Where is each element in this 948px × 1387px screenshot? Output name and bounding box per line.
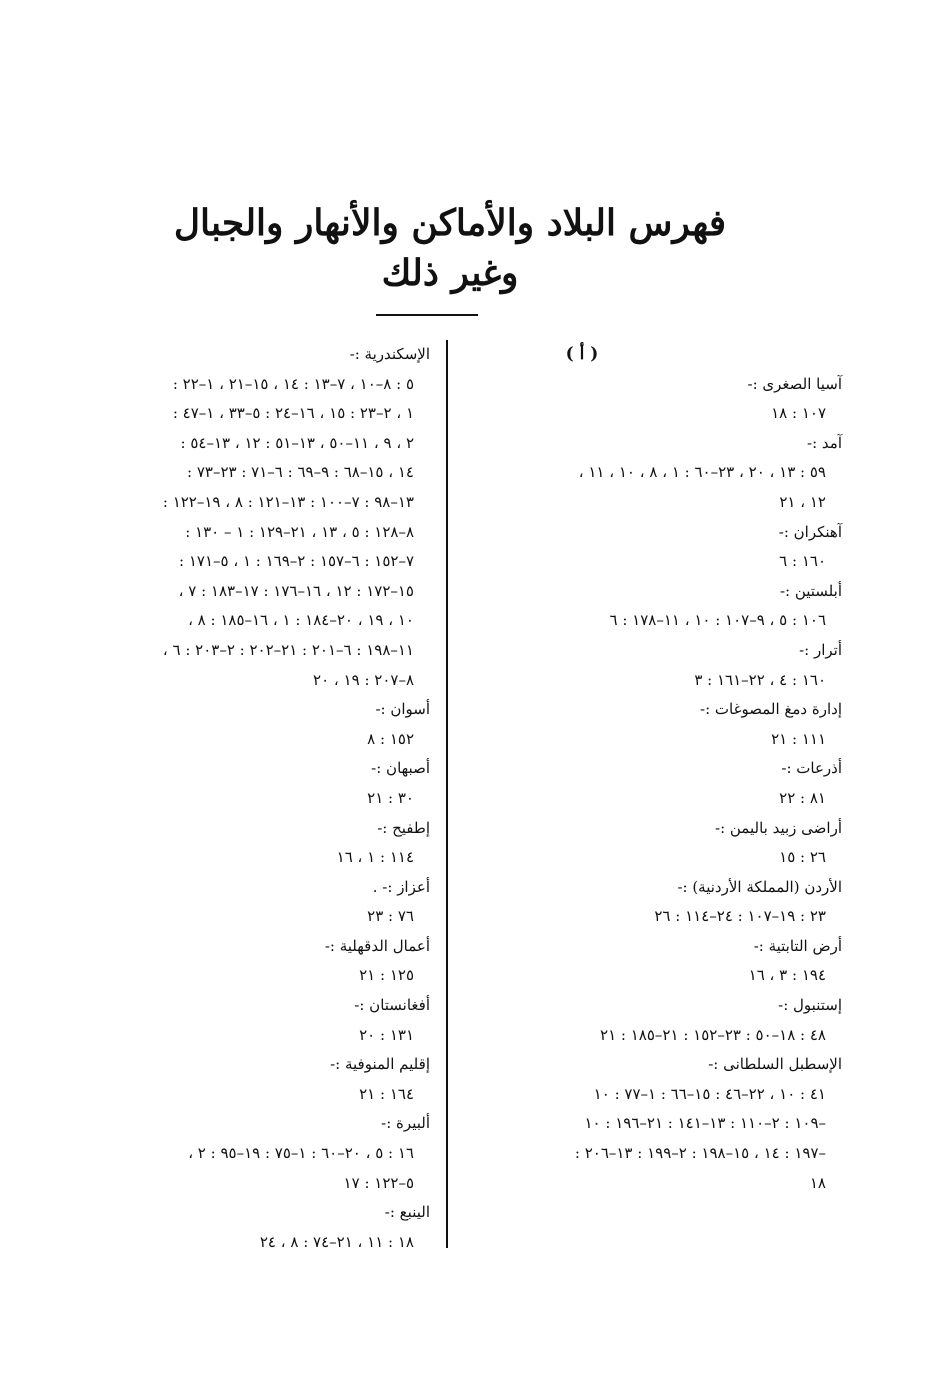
- index-entry-refs: ١٢ ، ٢١: [779, 492, 826, 511]
- index-column-left: [20, 340, 430, 1257]
- page-title-line-1: فهرس البلاد والأماكن والأنهار والجبال: [173, 202, 727, 244]
- index-entry-refs: ١٢٥ : ٢١: [359, 966, 414, 985]
- index-entry-name: إدارة دمغ المصوغات :-: [700, 700, 842, 719]
- index-entry-refs: ١٦٠ : ٤ ، ٢٢–١٦١ : ٣: [694, 670, 826, 689]
- index-entry-refs: ١٥–١٧٢ : ١٢ ، ١٦–١٧٦ : ١٧–١٨٣ : ٧ ،: [178, 581, 414, 600]
- index-entry-refs: –١٩٧ : ١٤ ، ١٥–١٩٨ : ٢–١٩٩ : ١٣–٢٠٦ :: [574, 1144, 826, 1163]
- index-entry-refs: ٢٦ : ١٥: [779, 848, 826, 867]
- index-entry-name: إطفيح :-: [377, 818, 430, 837]
- index-entry-refs: ١١–١٩٨ : ٦–٢٠١ : ٢١–٢٠٢ : ٢–٢٠٣ : ٦ ،: [162, 640, 414, 659]
- index-entry-name: أصبهان :-: [371, 759, 430, 778]
- index-entry-name: أعزاز :- .: [372, 877, 430, 896]
- index-entry-refs: ١٠٦ : ٥ ، ٩–١٠٧ : ١٠ ، ١١–١٧٨ : ٦: [609, 611, 826, 630]
- index-column-right: [462, 340, 842, 1198]
- index-entry-name: أعمال الدقهلية :-: [324, 936, 430, 955]
- index-entry-name: أترار :-: [799, 640, 842, 659]
- index-entry-name: أذرعات :-: [781, 759, 842, 778]
- index-entry-name: الأردن (المملكة الأردنية) :-: [677, 877, 842, 896]
- index-entry-refs: ١٨: [809, 1173, 826, 1192]
- index-entry-refs: ١١٤ : ١ ، ١٦: [336, 848, 414, 867]
- index-entry-name: آهنكران :-: [778, 522, 842, 541]
- index-entry-name: آسيا الصغرى :-: [747, 374, 842, 393]
- index-entry-refs: ١٦٠ : ٦: [779, 552, 826, 571]
- index-entry-refs: ١٠ ، ١٩ ، ٢٠–١٨٤ : ١ ، ١٦–١٨٥ : ٨ ،: [188, 611, 414, 630]
- index-entry-refs: ١٣–٩٨ : ٧–١٠٠ : ١٣–١٢١ : ٨ ، ١٩–١٢٢ :: [162, 492, 414, 511]
- index-entry-refs: ٤١ : ١٠ ، ٢٢–٤٦ : ١٥–٦٦ : ١–٧٧ : ١٠: [593, 1084, 826, 1103]
- index-entry-refs: ٧–١٥٢ : ٦–١٥٧ : ٢–١٦٩ : ١ ، ٥–١٧١ :: [179, 552, 414, 571]
- index-entry-refs: ٥–١٢٢ : ١٧: [343, 1173, 414, 1192]
- index-entry-refs: ١٨ : ١١ ، ٢١–٧٤ : ٨ ، ٢٤: [259, 1232, 414, 1251]
- index-entry-refs: ٤٨ : ١٨–٥٠ : ٢٣–١٥٢ : ٢١–١٨٥ : ٢١: [600, 1025, 826, 1044]
- index-entry-name: أفغانستان :-: [354, 996, 430, 1015]
- index-entry-name: إستنبول :-: [778, 996, 842, 1015]
- column-divider: [446, 340, 448, 1248]
- index-entry-name: الإسكندرية :-: [349, 345, 430, 363]
- index-entry-refs: ٢ ، ٩ ، ١١–٥٠ ، ١٣–٥١ : ١٢ ، ١٣–٥٤ :: [180, 433, 414, 452]
- index-entry-refs: ٢٣ : ١٩–١٠٧ : ٢٤–١١٤ : ٢٦: [654, 907, 826, 926]
- index-entry-refs: ١١١ : ٢١: [771, 729, 826, 748]
- index-entry-refs: –١٠٩ : ٢–١١٠ : ١٣–١٤١ : ٢١–١٩٦ : ١٠: [584, 1114, 826, 1133]
- index-entry-refs: ١٤ ، ١٥–٦٨ : ٩–٦٩ : ٦–٧١ : ٢٣–٧٣ :: [187, 463, 414, 482]
- index-entry-refs: ١ ، ٢–٢٣ : ١٥ ، ١٦–٢٤ : ٥–٣٣ ، ١–٤٧ :: [172, 404, 414, 423]
- index-entry-refs: ٧٦ : ٢٣: [367, 907, 414, 926]
- index-entry-name: أراضى زبيد باليمن :-: [715, 818, 842, 837]
- index-entry-name: أرض التابتية :-: [753, 936, 842, 955]
- index-entry-name: أسوان :-: [375, 700, 430, 719]
- index-entry-refs: ٨١ : ٢٢: [779, 788, 826, 807]
- index-entry-refs: ٨–١٢٨ : ٥ ، ١٣ ، ٢١–١٢٩ : ١ – ١٣٠ :: [185, 522, 414, 541]
- page-title-line-2: وغير ذلك: [381, 252, 519, 294]
- title-underline: [376, 314, 478, 316]
- index-entry-name: الإسطبل السلطانى :-: [708, 1055, 842, 1074]
- index-entry-name: الينبع :-: [384, 1203, 430, 1222]
- index-entry-refs: ١٥٢ : ٨: [367, 729, 414, 748]
- index-entry-name: آمد :-: [807, 433, 842, 452]
- index-entry-refs: ١٣١ : ٢٠: [359, 1025, 414, 1044]
- index-entry-refs: ١٦ : ٥ ، ٢٠–٦٠ : ١–٧٥ : ١٩–٩٥ : ٢ ،: [188, 1144, 414, 1163]
- section-letter: ( أ ): [565, 344, 599, 364]
- index-entry-name: أبلستين :-: [779, 581, 842, 600]
- index-entry-refs: ١٦٤ : ٢١: [359, 1084, 414, 1103]
- index-entry-refs: ٥٩ : ١٣ ، ٢٠ ، ٢٣–٦٠ : ١ ، ٨ ، ١٠ ، ١١ ،: [578, 463, 826, 482]
- index-entry-refs: ٥ : ٨–١٠ ، ٧–١٣ : ١٤ ، ١٥–٢١ ، ١–٢٢ :: [172, 374, 414, 393]
- index-entry-refs: ١٩٤ : ٣ ، ١٦: [748, 966, 826, 985]
- index-entry-refs: ٨–٢٠٧ : ١٩ ، ٢٠: [313, 670, 414, 689]
- index-entry-name: إقليم المنوفية :-: [330, 1055, 430, 1074]
- index-entry-refs: ١٠٧ : ١٨: [771, 404, 826, 423]
- index-entry-refs: ٣٠ : ٢١: [367, 788, 414, 807]
- index-entry-name: ألبيرة :-: [381, 1114, 430, 1133]
